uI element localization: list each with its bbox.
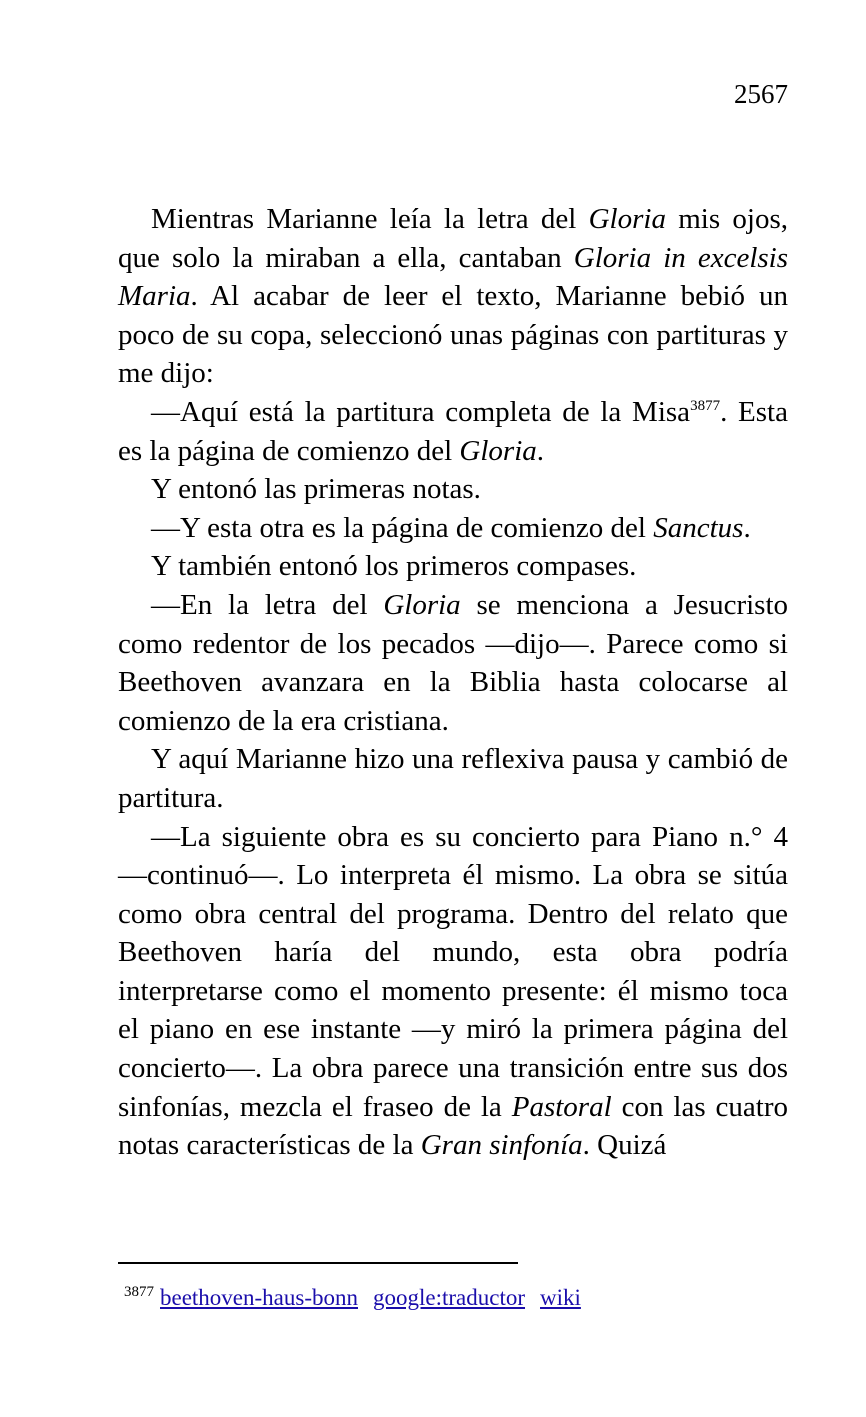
- paragraph: [118, 547, 788, 586]
- text-run: . Quizá: [582, 1129, 667, 1162]
- text-run: con las cuatro notas características de la: [118, 1090, 789, 1162]
- footnote-link-wiki[interactable]: wiki: [540, 1285, 581, 1310]
- text-run: .: [743, 511, 751, 544]
- italic-text: Gloria: [383, 588, 461, 621]
- italic-text: Gloria: [459, 434, 537, 467]
- text-run: mis ojos, que solo la miraban a ella, cantaban: [118, 203, 789, 274]
- text-run: .: [536, 434, 545, 467]
- text-run: Y aquí Marianne hizo una reflexiva pausa y cambió de partitura.: [118, 743, 788, 814]
- text-run: se menciona a Jesucristo como redentor de los pecados —dijo—. Parece como si Beethoven avanzara en la Biblia hasta colocarse al comienzo de la era cristiana.: [118, 588, 788, 737]
- page-number: 2567: [734, 79, 788, 109]
- footnote-number: 3877: [124, 1284, 154, 1300]
- footnote-divider: [118, 1262, 518, 1264]
- text-run: . Al acabar de leer el texto, Marianne bebió un poco de su copa, seleccionó unas páginas con partituras y me dijo:: [118, 280, 788, 390]
- paragraph: [118, 200, 788, 393]
- footnote-link-beethoven-haus-bonn[interactable]: beethoven-haus-bonn: [160, 1285, 358, 1310]
- paragraph: [118, 818, 788, 1165]
- text-run: —En la letra del: [151, 588, 384, 621]
- text-run: . Esta es la página de comienzo del: [118, 395, 788, 467]
- text-run: —Aquí está la partitura completa de la Misa: [151, 395, 691, 428]
- footnote-link-google-traductor[interactable]: google:traductor: [373, 1285, 526, 1310]
- text-run: —Y esta otra es la página de comienzo del: [151, 511, 654, 544]
- text-run: Y también entonó los primeros compases.: [151, 550, 637, 583]
- footnote: [124, 1283, 596, 1313]
- italic-text: Gloria in excelsis Maria: [118, 241, 789, 313]
- text-run: Y entonó las primeras notas.: [151, 473, 481, 506]
- paragraph: [118, 740, 788, 817]
- footnote-reference: 3877: [690, 397, 721, 414]
- paragraph: [118, 393, 788, 470]
- italic-text: Sanctus: [653, 511, 744, 544]
- text-run: —La siguiente obra es su concierto para Piano n.° 4 —continuó—. Lo interpreta él mismo. La obra se sitúa como obra central del programa. Dentro del relato que Beethoven haría del mundo, esta obra podría interpretarse como el momento presente: él mismo toca el piano en ese instante —y miró la primera página del concierto—. La obra parece una transición entre sus dos sinfonías, mezcla el fraseo de la: [118, 820, 788, 1123]
- text-run: Mientras Marianne leía la letra del: [151, 203, 589, 235]
- paragraph: [118, 586, 788, 740]
- body-text: [118, 200, 788, 1165]
- paragraph: [118, 470, 788, 509]
- paragraph: [118, 509, 788, 548]
- italic-text: Gloria: [588, 203, 666, 235]
- italic-text: Gran sinfonía: [420, 1129, 583, 1162]
- italic-text: Pastoral: [511, 1090, 612, 1123]
